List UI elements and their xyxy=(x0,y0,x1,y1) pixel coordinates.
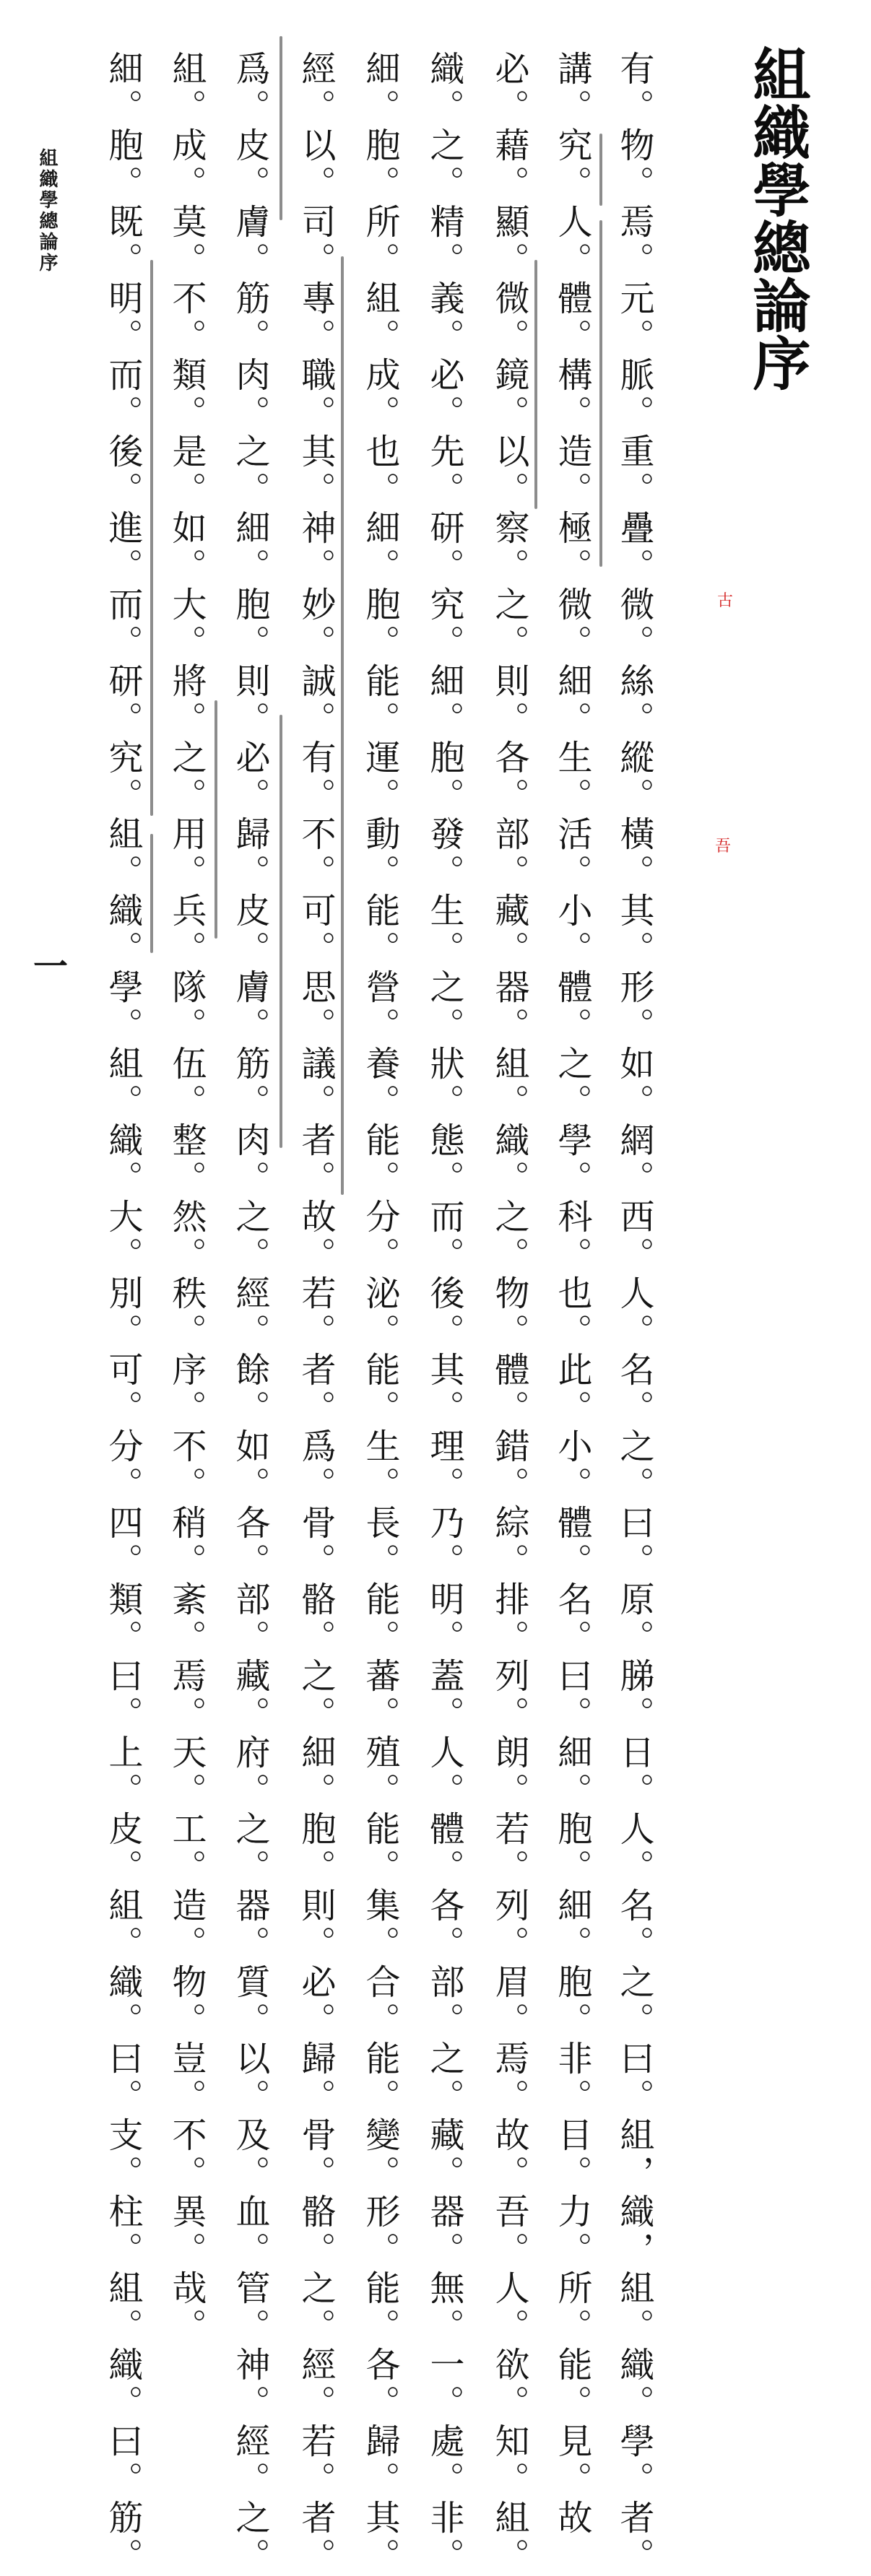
sideline-mark xyxy=(599,134,602,206)
text-column-4 xyxy=(415,51,473,2576)
column-text: 經。以。司。專。職。其。神。妙。誠。有。不。可。思。議。者。故。若。者。爲。骨。骼。之。細。胞。則。必。歸。骨。骼。之。經。若。者。 xyxy=(295,51,336,2576)
column-text: 講。究。人。體。構。造。極。微。細。生。活。小。體。之。學。科。也。此。小。體。名。曰。細。胞。細。胞。非。目。力。所。能。見。故 xyxy=(552,51,592,2538)
column-text: 爲。皮。膚。筋。肉。之。細。胞。則。必。歸。皮。膚。筋。肉。之。經。餘。如。各。部。藏。府。之。器。質。以。及。血。管。神。經。之。 xyxy=(230,51,270,2576)
sideline-mark xyxy=(214,700,217,939)
text-column-5 xyxy=(351,51,409,2576)
column-text: 有。物。焉。元。脈。重。疊。微。絲。縱。橫。其。形。如。網。西。人。名。之。曰。原。䏲。日。人。名。之。曰。組，織，組。織。學。者。 xyxy=(614,51,654,2576)
running-head: 組織學總論序 xyxy=(36,148,58,274)
margin-note: 吾 xyxy=(715,837,732,856)
text-column-7 xyxy=(221,51,279,2576)
column-text: 細。胞。所。組。成。也。細。胞。能。運。動。能。營。養。能。分。泌。能。生。長。能。蕃。殖。能。集。合。能。變。形。能。各。歸。其。 xyxy=(360,51,400,2576)
sideline-mark xyxy=(150,834,153,953)
column-text: 組。成。莫。不。類。是。如。大。將。之。用。兵。隊。伍。整。然。秩。序。不。稍。紊。焉。天。工。造。物。豈。不。異。哉。 xyxy=(166,51,207,2346)
sideline-mark xyxy=(150,260,153,816)
page-number: 一 xyxy=(33,947,69,987)
text-column-1 xyxy=(605,51,663,2576)
column-text: 細。胞。既。明。而。後。進。而。研。究。組。織。學。組。織。大。別。可。分。四。類。曰。上。皮。組。織。曰。支。柱。組。織。曰。筋。 xyxy=(103,51,143,2576)
column-text: 必。藉。顯。微。鏡。以。察。之。則。各。部。藏。器。組。織。之。物。體。錯。綜。排。列。朗。若。列。眉。焉。故。吾。人。欲。知。組。 xyxy=(489,51,529,2576)
sideline-mark xyxy=(280,715,282,1148)
text-column-8 xyxy=(157,51,215,2346)
text-column-6 xyxy=(287,51,344,2576)
text-column-9 xyxy=(94,51,152,2576)
sideline-mark xyxy=(599,220,602,567)
sideline-mark xyxy=(534,260,537,509)
column-text: 織。之。精。義。必。先。研。究。細。胞。發。生。之。狀。態。而。後。其。理。乃。明。蓋。人。體。各。部。之。藏。器。無。一。處。非。 xyxy=(424,51,464,2576)
sideline-mark xyxy=(341,256,344,1195)
margin-note: 古 xyxy=(717,592,734,610)
text-column-2 xyxy=(543,51,601,2538)
sideline-mark xyxy=(280,36,282,220)
text-column-3 xyxy=(480,51,538,2576)
page-title: 組織學總論序 xyxy=(743,45,811,391)
